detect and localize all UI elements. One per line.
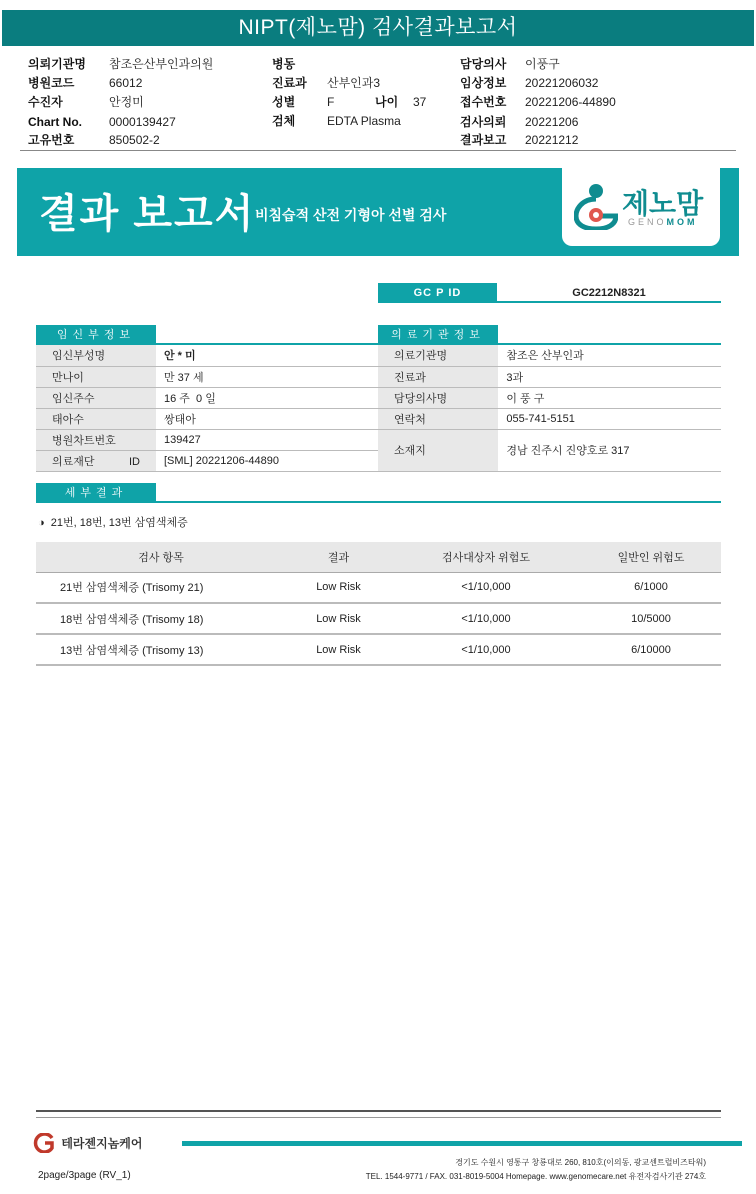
footer-line-thick bbox=[36, 1110, 721, 1112]
gestation-label: 임신주수 bbox=[36, 387, 156, 408]
age-row-label: 만나이 bbox=[36, 366, 156, 387]
result-banner bbox=[17, 168, 739, 256]
doctor-value: 이풍구 bbox=[525, 57, 560, 71]
gcpid-label: GC P ID bbox=[378, 283, 497, 303]
table-row bbox=[36, 345, 378, 366]
test-item: 21번 삼염색체증 (Trisomy 21) bbox=[36, 572, 286, 603]
specimen-label: 검체 bbox=[272, 114, 296, 128]
footer-line-thin bbox=[36, 1117, 721, 1118]
footer-divider bbox=[36, 1110, 721, 1118]
test-item: 18번 삼염색체증 (Trisomy 18) bbox=[36, 603, 286, 634]
result: Low Risk bbox=[286, 634, 391, 665]
fetus-count-label: 태아수 bbox=[36, 408, 156, 429]
ward-label: 병동 bbox=[272, 57, 296, 71]
col-test-item: 검사 항목 bbox=[36, 542, 286, 572]
result: Low Risk bbox=[286, 603, 391, 634]
pregnant-name-value: 안 * 미 bbox=[156, 345, 378, 366]
sex-label: 성별 bbox=[272, 95, 296, 109]
clinical-info-value: 20221206032 bbox=[525, 76, 599, 90]
footer-contact: TEL. 1544-9771 / FAX. 031-8019-5004 Homepage. www.genomecare.net 유전자검사기관 274호 bbox=[365, 1172, 706, 1181]
pregnant-info-heading bbox=[36, 325, 378, 345]
gcpid-value: GC2212N8321 bbox=[572, 287, 646, 299]
genomom-logo-icon bbox=[574, 182, 618, 230]
footer-address: 경기도 수원시 영통구 창룡대로 260, 810호(이의동, 광교센트럴비즈타워) bbox=[455, 1158, 706, 1167]
patient-label: 수진자 bbox=[28, 95, 63, 109]
fetus-count-value: 쌍태아 bbox=[156, 408, 378, 429]
detail-subtitle bbox=[38, 514, 188, 530]
location-label: 소재지 bbox=[378, 429, 498, 471]
institution-info-heading bbox=[378, 325, 721, 345]
company-name: 테라젠지놈케어 bbox=[61, 1136, 143, 1151]
report-date-label: 결과보고 bbox=[460, 133, 507, 147]
age-label: 나이 bbox=[375, 95, 399, 109]
age-value: 37 bbox=[413, 95, 427, 109]
department-label: 진료과 bbox=[272, 76, 307, 90]
detail-subtitle-text: 21번, 18번, 13번 삼염색체증 bbox=[50, 517, 188, 529]
institution-info-tab: 의료기관정보 bbox=[378, 325, 498, 345]
gestation-value: 16 주 0 일 bbox=[156, 387, 378, 408]
foundation-id-label: 의료재단 ID bbox=[36, 450, 156, 471]
header-col2 bbox=[272, 55, 442, 135]
location-value: 경남 진주시 진양호로 317 bbox=[498, 429, 721, 471]
general-risk: 6/10000 bbox=[581, 634, 721, 665]
col-general-risk: 일반인 위험도 bbox=[581, 542, 721, 572]
table-row bbox=[378, 387, 721, 408]
receipt-no-label: 접수번호 bbox=[460, 95, 507, 109]
department-row-label: 진료과 bbox=[378, 366, 498, 387]
report-title: NIPT(제노맘) 검사결과보고서 bbox=[2, 10, 754, 46]
table-row bbox=[36, 408, 378, 429]
pregnant-info-table bbox=[36, 345, 378, 472]
table-row bbox=[36, 572, 721, 603]
chart-no-label: Chart No. bbox=[28, 115, 82, 129]
gcpid-box bbox=[378, 283, 721, 303]
request-date-value: 20221206 bbox=[525, 115, 579, 129]
footer-accent-bar bbox=[182, 1141, 742, 1146]
chart-number-value: 139427 bbox=[156, 429, 378, 450]
header-col1 bbox=[28, 55, 248, 150]
pregnant-info-tab: 임신부정보 bbox=[36, 325, 156, 345]
col-subject-risk: 검사대상자 위험도 bbox=[391, 542, 581, 572]
sex-value: F bbox=[327, 95, 335, 109]
test-item: 13번 삼염색체증 (Trisomy 13) bbox=[36, 634, 286, 665]
table-row bbox=[36, 366, 378, 387]
col-result: 결과 bbox=[286, 542, 391, 572]
header-divider bbox=[20, 150, 736, 151]
chart-number-label: 병원차트번호 bbox=[36, 429, 156, 450]
chart-no-value: 0000139427 bbox=[109, 115, 176, 129]
report-date-value: 20221212 bbox=[525, 133, 579, 147]
header-col3 bbox=[460, 55, 660, 150]
banner-subtitle: 비침습적 산전 기형아 선별 검사 bbox=[255, 207, 447, 223]
result: Low Risk bbox=[286, 572, 391, 603]
table-row bbox=[36, 450, 378, 471]
subject-risk: <1/10,000 bbox=[391, 603, 581, 634]
department-value: 산부인과3 bbox=[327, 76, 381, 90]
hospital-code-label: 병원코드 bbox=[28, 76, 75, 90]
detail-tab: 세부결과 bbox=[36, 483, 156, 503]
logo-en-mom: MOM bbox=[666, 217, 698, 227]
clinical-info-label: 임상정보 bbox=[460, 76, 507, 90]
institution-name-value: 참조은 산부인과 bbox=[498, 345, 721, 366]
table-row bbox=[36, 429, 378, 450]
results-table bbox=[36, 542, 721, 666]
subject-risk: <1/10,000 bbox=[391, 572, 581, 603]
patient-value: 안정미 bbox=[109, 95, 144, 109]
request-date-label: 검사의뢰 bbox=[460, 115, 507, 129]
contact-value: 055-741-5151 bbox=[498, 408, 721, 429]
doctor-label: 담당의사 bbox=[460, 57, 507, 71]
table-row bbox=[36, 603, 721, 634]
table-row bbox=[36, 387, 378, 408]
page-indicator: 2page/3page (RV_1) bbox=[38, 1170, 131, 1181]
doctor-name-value: 이 풍 구 bbox=[498, 387, 721, 408]
pregnant-name-label: 임신부성명 bbox=[36, 345, 156, 366]
doctor-name-label: 담당의사명 bbox=[378, 387, 498, 408]
half-circle-icon: ◑ bbox=[38, 517, 45, 529]
footer-address-block bbox=[366, 1156, 706, 1184]
institution-info-table bbox=[378, 345, 721, 472]
unique-id-label: 고유번호 bbox=[28, 133, 75, 147]
table-row bbox=[378, 408, 721, 429]
logo-english-text bbox=[628, 217, 698, 227]
department-row-value: 3과 bbox=[498, 366, 721, 387]
contact-label: 연락처 bbox=[378, 408, 498, 429]
banner-title: 결과 보고서 bbox=[39, 192, 256, 236]
table-row bbox=[36, 634, 721, 665]
hospital-code-value: 66012 bbox=[109, 76, 143, 90]
specimen-value: EDTA Plasma bbox=[327, 114, 401, 128]
institution-name-label: 의료기관명 bbox=[378, 345, 498, 366]
results-header-row bbox=[36, 542, 721, 572]
institution-label: 의뢰기관명 bbox=[28, 57, 86, 71]
detail-heading bbox=[36, 483, 721, 503]
subject-risk: <1/10,000 bbox=[391, 634, 581, 665]
general-risk: 10/5000 bbox=[581, 603, 721, 634]
table-row bbox=[378, 345, 721, 366]
foundation-id-value: [SML] 20221206-44890 bbox=[156, 450, 378, 471]
institution-value: 참조은산부인과의원 bbox=[109, 57, 214, 71]
table-row bbox=[378, 366, 721, 387]
terragen-logo bbox=[32, 1133, 143, 1155]
age-row-value: 만 37 세 bbox=[156, 366, 378, 387]
genomom-logo bbox=[562, 168, 720, 246]
table-row bbox=[378, 429, 721, 471]
logo-korean-text: 제노맘 bbox=[622, 188, 704, 219]
terragen-logo-icon bbox=[32, 1133, 58, 1153]
receipt-no-value: 20221206-44890 bbox=[525, 95, 616, 109]
general-risk: 6/1000 bbox=[581, 572, 721, 603]
logo-en-geno: GENO bbox=[628, 217, 667, 227]
unique-id-value: 850502-2 bbox=[109, 133, 160, 147]
